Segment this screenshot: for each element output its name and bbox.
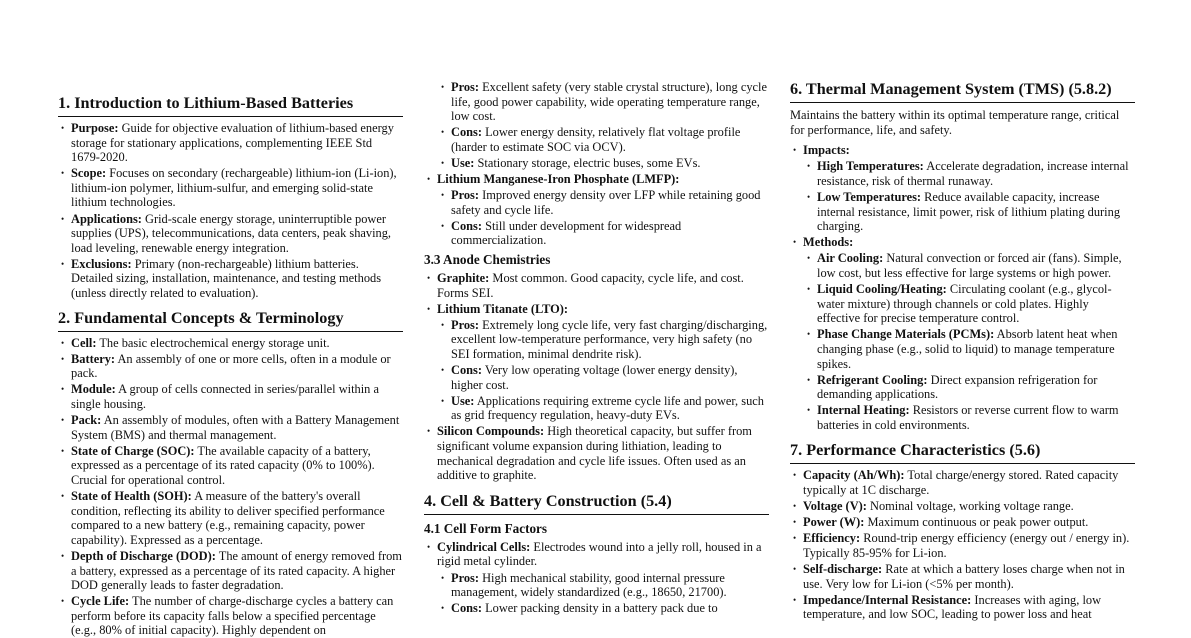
list-item: • Capacity (Ah/Wh): Total charge/energy stored. Rated capacity typically at 1C discharge.: [790, 468, 1135, 497]
list-item: • Graphite: Most common. Good capacity, cycle life, and cost. Forms SEI.: [424, 271, 769, 300]
list-item: • Liquid Cooling/Heating: Circulating coolant (e.g., glycol-water mixture) through channels or cold plates. Highly effective for precise temperature control.: [790, 282, 1135, 326]
section-title-thermal-management: 6. Thermal Management System (TMS) (5.8.2): [790, 79, 1135, 103]
section-title-fundamentals: 2. Fundamental Concepts & Terminology: [58, 308, 403, 332]
list-item: • Cons: Lower energy density, relatively flat voltage profile (harder to estimate SOC via OCV).: [424, 125, 769, 154]
list-item: • Applications: Grid-scale energy storage, uninterruptible power supplies (UPS), telecommunications, data centers, peak shaving, load leveling, renewable energy integration.: [58, 212, 403, 256]
list-item: • Self-discharge: Rate at which a battery loses charge when not in use. Very low for Li-ion (<5% per month).: [790, 562, 1135, 591]
column-3: [790, 0, 1135, 622]
list-item: • Power (W): Maximum continuous or peak power output.: [790, 515, 1135, 530]
thermal-list: [790, 143, 1135, 432]
cathode-continued-list: [424, 80, 769, 248]
list-item: • Purpose: Guide for objective evaluation of lithium-based energy storage for stationary applications, complementing IEEE Std 1679-2020.: [58, 121, 403, 165]
list-item: • Cycle Life: The number of charge-discharge cycles a battery can perform before its capacity falls below a specified percentage (e.g., 80% of initial capacity). Highly dependent on: [58, 594, 403, 638]
performance-list: [790, 468, 1135, 621]
list-item: • Module: A group of cells connected in series/parallel within a single housing.: [58, 382, 403, 411]
list-item: • Air Cooling: Natural convection or forced air (fans). Simple, low cost, but less effective for large systems or high power.: [790, 251, 1135, 280]
list-item: • Exclusions: Primary (non-rechargeable) lithium batteries. Detailed sizing, installation, maintenance, and testing methods (unless directly related to evaluation).: [58, 257, 403, 301]
list-item: • Refrigerant Cooling: Direct expansion refrigeration for demanding applications.: [790, 373, 1135, 402]
introduction-list: [58, 121, 403, 301]
list-item: • Silicon Compounds: High theoretical capacity, but suffer from significant volume expansion during lithiation, leading to mechanical degradation and cycle life issues. Often used as an additive to graphite.: [424, 424, 769, 482]
list-item: • Use: Stationary storage, electric buses, some EVs.: [424, 156, 769, 171]
list-item: • Pros: Extremely long cycle life, very fast charging/discharging, excellent low-temperature performance, very high safety (no SEI formation, minimal dendrite risk).: [424, 318, 769, 362]
list-item: • Methods:: [790, 235, 1135, 250]
list-item: • Lithium Manganese-Iron Phosphate (LMFP):: [424, 172, 769, 187]
list-item: • Impedance/Internal Resistance: Increases with aging, low temperature, and low SOC, leading to power loss and heat: [790, 593, 1135, 622]
list-item: • Use: Applications requiring extreme cycle life and power, such as grid frequency regulation, heavy-duty EVs.: [424, 394, 769, 423]
list-item: • Cell: The basic electrochemical energy storage unit.: [58, 336, 403, 351]
list-item: • Lithium Titanate (LTO):: [424, 302, 769, 317]
list-item: • Cons: Very low operating voltage (lower energy density), higher cost.: [424, 363, 769, 392]
subsection-title-anode: 3.3 Anode Chemistries: [424, 252, 551, 268]
list-item: • High Temperatures: Accelerate degradation, increase internal resistance, risk of thermal runaway.: [790, 159, 1135, 188]
section-title-performance: 7. Performance Characteristics (5.6): [790, 440, 1135, 464]
section-title-introduction: 1. Introduction to Lithium-Based Batteries: [58, 93, 403, 117]
form-factors-list: [424, 540, 769, 616]
anode-list: [424, 271, 769, 483]
list-item: • Internal Heating: Resistors or reverse current flow to warm batteries in cold environments.: [790, 403, 1135, 432]
list-item: • Cons: Still under development for widespread commercialization.: [424, 219, 769, 248]
list-item: • Efficiency: Round-trip energy efficiency (energy out / energy in). Typically 85-95% for Li-ion.: [790, 531, 1135, 560]
list-item: • Pros: Excellent safety (very stable crystal structure), long cycle life, good power capability, wide operating temperature range, low cost.: [424, 80, 769, 124]
section-title-construction: 4. Cell & Battery Construction (5.4): [424, 491, 769, 515]
list-item: • Impacts:: [790, 143, 1135, 158]
list-item: • Depth of Discharge (DOD): The amount of energy removed from a battery, expressed as a percentage of its rated capacity. A higher DOD generally leads to faster degradation.: [58, 549, 403, 593]
list-item: • Battery: An assembly of one or more cells, often in a module or pack.: [58, 352, 403, 381]
fundamentals-list: [58, 336, 403, 638]
column-2: [424, 0, 769, 616]
list-item: • Voltage (V): Nominal voltage, working voltage range.: [790, 499, 1135, 514]
thermal-intro-paragraph: Maintains the battery within its optimal temperature range, critical for performance, life, and safety.: [790, 108, 1120, 137]
list-item: • Low Temperatures: Reduce available capacity, increase internal resistance, limit power, risk of lithium plating during charging.: [790, 190, 1135, 234]
column-1: [58, 0, 403, 638]
list-item: • State of Charge (SOC): The available capacity of a battery, expressed as a percentage of its rated capacity (0% to 100%). Crucial for operational control.: [58, 444, 403, 488]
list-item: • State of Health (SOH): A measure of the battery's overall condition, reflecting its ability to deliver specified performance compared to a new battery (e.g., remaining capacity, power capability). Expressed as a percentage.: [58, 489, 403, 547]
list-item: • Cylindrical Cells: Electrodes wound into a jelly roll, housed in a rigid metal cylinder.: [424, 540, 769, 569]
list-item: • Phase Change Materials (PCMs): Absorb latent heat when changing phase (e.g., solid to liquid) to manage temperature spikes.: [790, 327, 1135, 371]
list-item: • Cons: Lower packing density in a battery pack due to: [424, 601, 769, 616]
list-item: • Scope: Focuses on secondary (rechargeable) lithium-ion (Li-ion), lithium-ion polymer, lithium-sulfur, and emerging solid-state lithium technologies.: [58, 166, 403, 210]
list-item: • Pack: An assembly of modules, often with a Battery Management System (BMS) and thermal management.: [58, 413, 403, 442]
list-item: • Pros: High mechanical stability, good internal pressure management, widely standardized (e.g., 18650, 21700).: [424, 571, 769, 600]
list-item: • Pros: Improved energy density over LFP while retaining good safety and cycle life.: [424, 188, 769, 217]
subsection-title-form-factors: 4.1 Cell Form Factors: [424, 520, 548, 536]
